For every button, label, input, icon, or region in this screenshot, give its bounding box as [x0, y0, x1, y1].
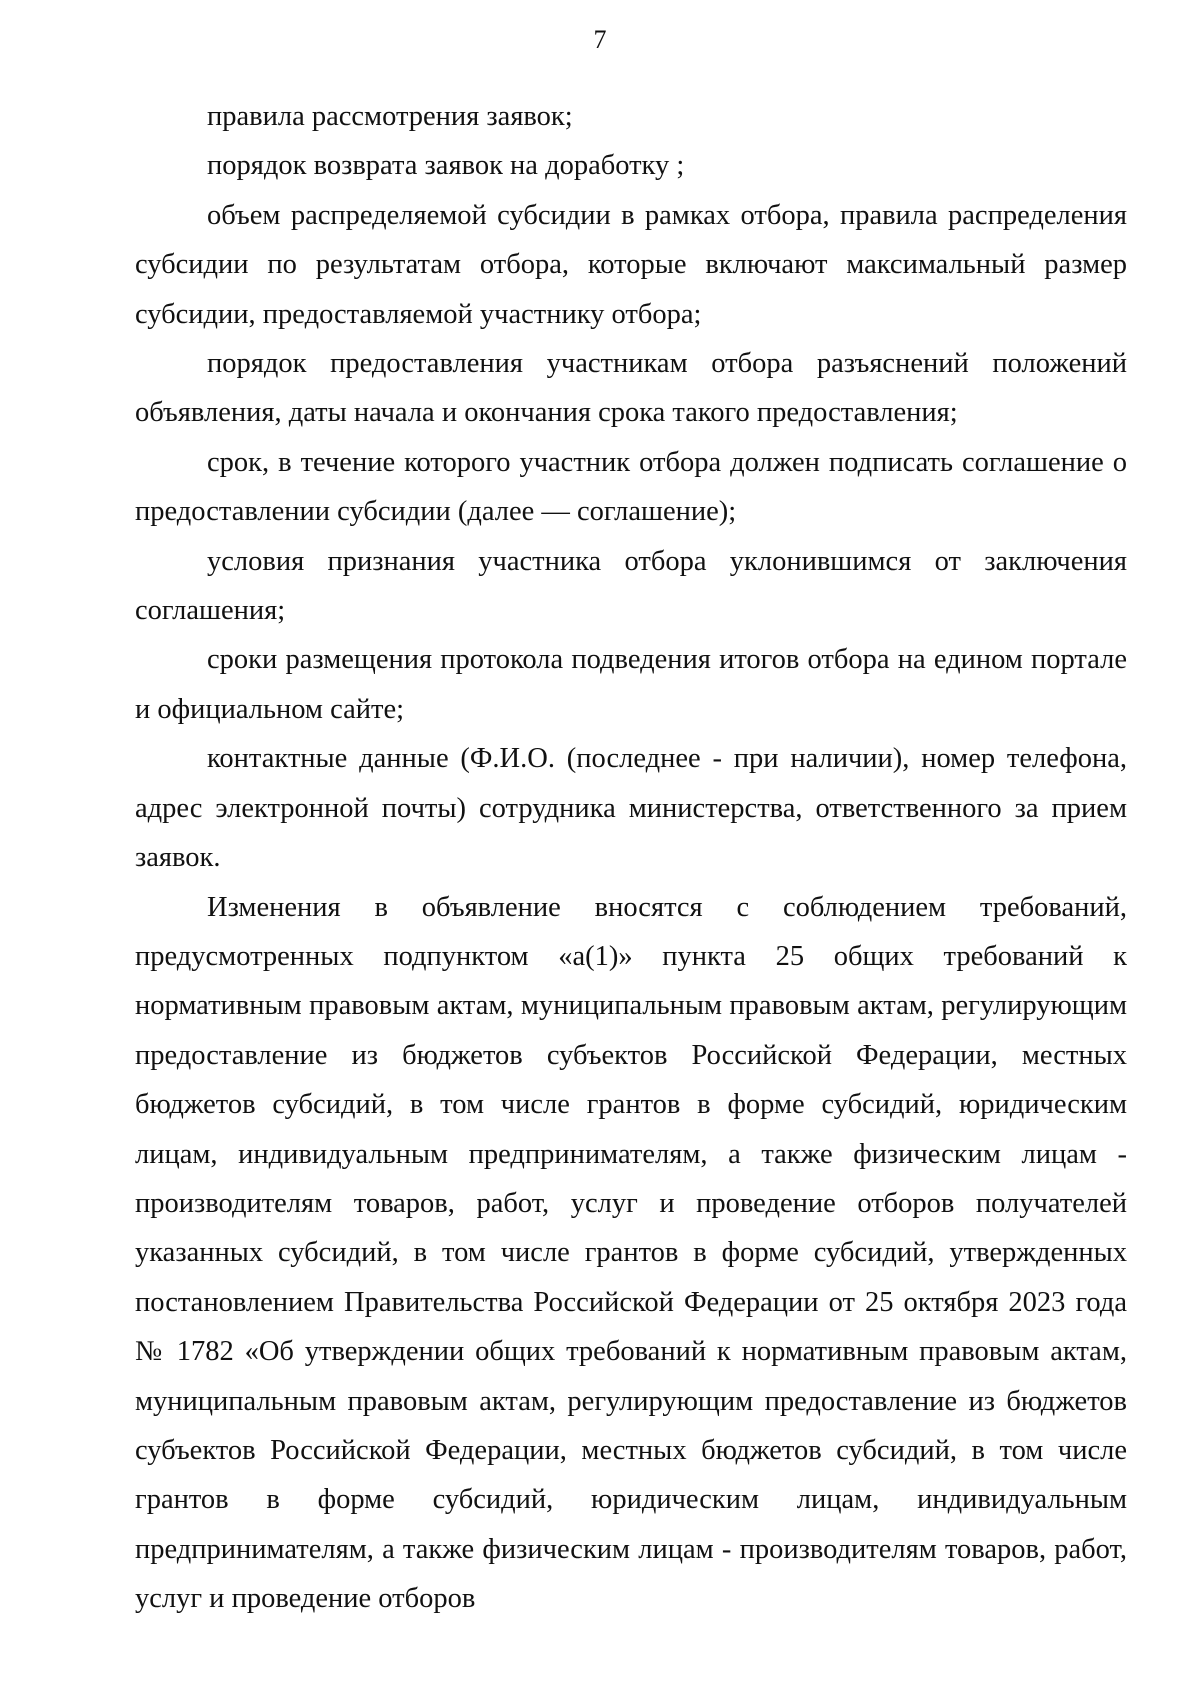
paragraph-review-rules: правила рассмотрения заявок; — [207, 101, 573, 132]
paragraph-subsidy-volume: объем распределяемой субсидии в рамках отбора, правила распределения субсидии по результатам отбора, которые включают максимальный размер субсидии, предоставляемой участнику отбора; — [135, 199, 1127, 330]
document-body — [135, 92, 1127, 1624]
paragraph-protocol-deadlines: сроки размещения протокола подведения итогов отбора на едином портале и официальном сайте; — [135, 644, 1127, 725]
paragraph-return-procedure: порядок возврата заявок на доработку ; — [207, 150, 685, 182]
paragraph-clarifications: порядок предоставления участникам отбора разъяснений положений объявления, даты начала и окончания срока такого предоставления; — [135, 348, 1127, 429]
page-number: 7 — [593, 25, 607, 54]
paragraph-evasion-conditions: условия признания участника отбора уклонившимся от заключения соглашения; — [135, 545, 1127, 627]
paragraph-announcement-changes: Изменения в объявление вносятся с соблюдением требований, предусмотренных подпунктом «а(1)» пункта 25 общих требований к нормативным правовым актам, муниципальным правовым актам, регулирующим предоставление из бюджетов субъектов Российской Федерации, местных бюджетов субсидий, в том числе грантов в форме субсидий, юридическим лицам, индивидуальным предпринимателям, а также физическим лицам - производителям товаров, работ, услуг и проведение отборов получателей указанных субсидий, в том числе грантов в форме субсидий, утвержденных постановлением Правительства Российской Федерации от 25 октября 2023 года № 1782 «Об утверждении общих требований к нормативным правовым актам, муниципальным правовым актам, регулирующим предоставление из бюджетов субъектов Российской Федерации, местных бюджетов субсидий, в том числе грантов в форме субсидий, юридическим лицам, индивидуальным предпринимателям, а также физическим лицам - производителям товаров, работ, услуг и проведение отборов — [135, 891, 1127, 1615]
paragraph-agreement-term: срок, в течение которого участник отбора должен подписать соглашение о предоставлении субсидии (далее — соглашение); — [135, 446, 1127, 528]
paragraph-contact-details: контактные данные (Ф.И.О. (последнее - при наличии), номер телефона, адрес электронной почты) сотрудника министерства, ответственного за прием заявок. — [135, 743, 1127, 874]
